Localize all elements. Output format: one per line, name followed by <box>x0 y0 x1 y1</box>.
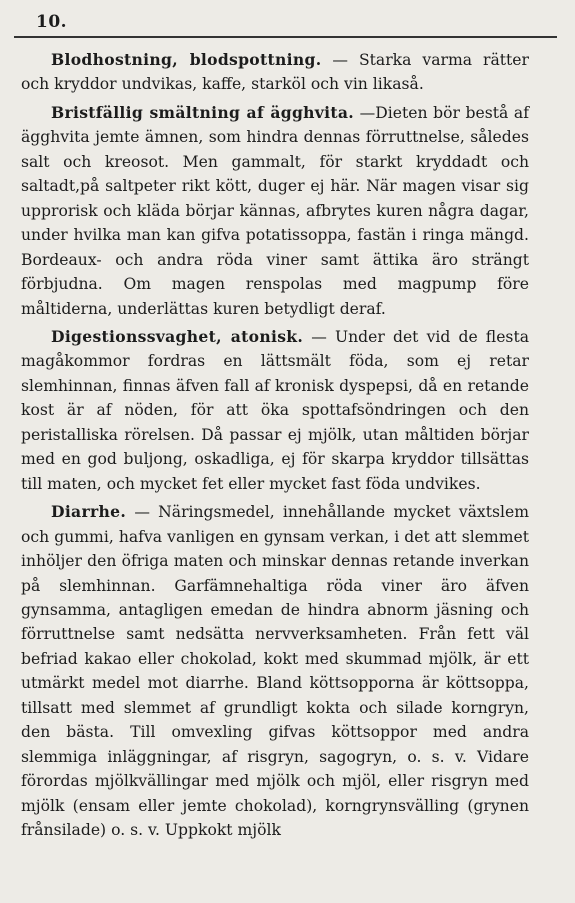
entry-heading: Digestionssvaghet, atonisk. <box>51 326 304 346</box>
entry-diarrhe <box>21 500 529 842</box>
page-number: 10. <box>36 12 68 32</box>
entry-heading: Diarrhe. <box>51 502 127 522</box>
entry-blodhostning <box>21 48 529 97</box>
entry-body: — Under det vid de flesta magåkommor fordras en lättsmält föda, som ej retar slemhinnan, finnas äfven fall af kronisk dyspepsi, då en retande kost är af nöden, för att öka spottafsöndringen och den peristalliska rörelsen. Då passar ej mjölk, utan måltiden börjar med en god buljong, oskadliga, ej för skarpa kryddor tillsättas till maten, och mycket fet eller mycket fast föda undvikes. <box>21 327 530 493</box>
entry-body: — Starka varma rätter och kryddor undvikas, kaffe, starköl och vin likaså. <box>21 51 529 94</box>
entry-heading: Bristfällig smältning af ägghvita. <box>51 102 355 122</box>
entry-bristfallig-smaltning <box>21 101 529 321</box>
entry-body: — Näringsmedel, innehållande mycket växtslem och gummi, hafva vanligen en gynsam verkan, i det att slemmet inhöljer den öfriga maten och minskar dennas retande inverkan på slemhinnan. Garfämnehaltiga röda viner äro äfven gynsamma, antagligen emedan de hindra abnorm jäsning och förruttnelse samt nedsätta nervverksamheten. Från fett väl befriad kakao eller chokolad, kokt med skummad mjölk, är ett utmärkt medel mot diarrhe. Bland köttsopporna är köttsoppa, tillsatt med slemmet af grundligt kokta och silade korngryn, den bästa. Till omvexling gifvas köttsoppor med andra slemmiga inläggningar, af risgryn, sagogryn, o. s. v. Vidare förordas mjölkvällingar med mjölk och mjöl, eller risgryn med mjölk (ensam eller jemte chokolad), korngrynsvälling (grynen frånsilade) o. s. v. Uppkokt mjölk <box>21 503 529 840</box>
header-rule <box>14 36 557 38</box>
entry-heading: Blodhostning, blodspottning. <box>51 50 322 69</box>
entry-body: —Dieten bör bestå af ägghvita jemte ämnen, som hindra dennas förruttnelse, således salt och kreosot. Men gammalt, för starkt kryddadt och saltadt,på saltpeter rikt kött, duger ej här. När magen visar sig upprorisk och kläda börjar kännas, afbrytes kuren några dagar, under hvilka man kan gifva potatissoppa, fastän i ringa mängd. Bordeaux- och andra röda viner samt ättika äro strängt förbjudna. Om magen renspolas med magpump före måltiderna, underlättas kuren betydligt deraf. <box>21 103 529 318</box>
body-text <box>21 48 529 843</box>
entry-digestionssvaghet <box>21 325 529 496</box>
